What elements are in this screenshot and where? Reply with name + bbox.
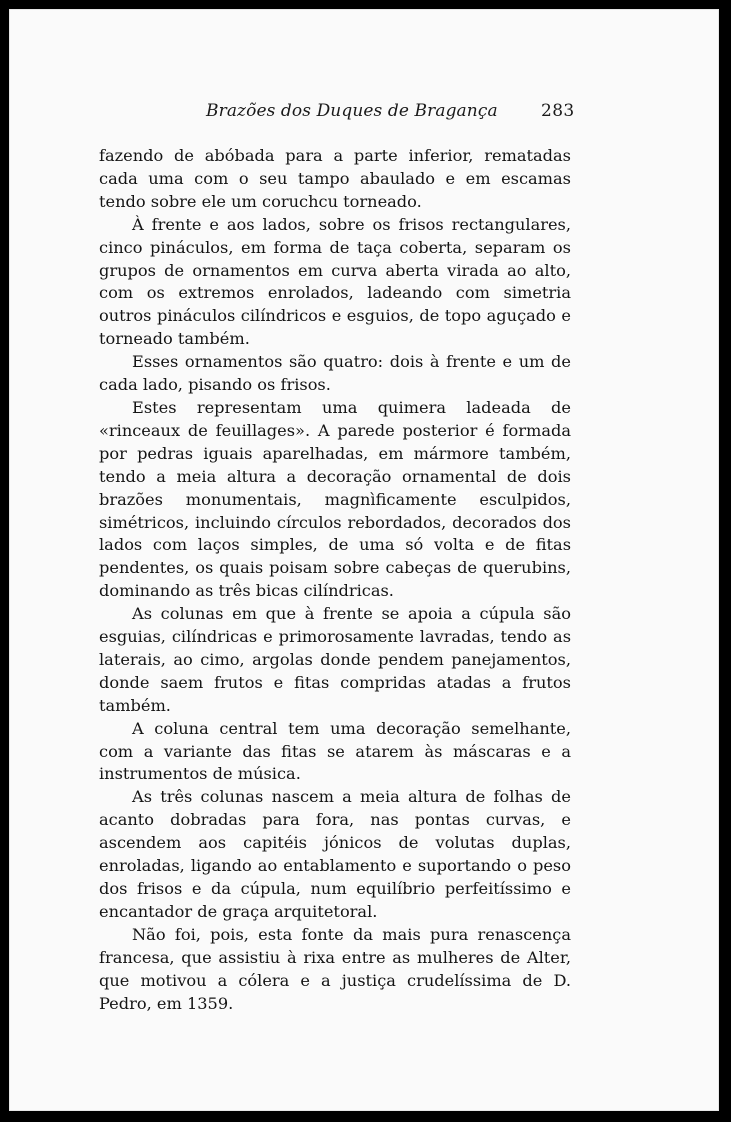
paragraph-acanthus: As três colunas nascem a meia altura de folhas de acanto dobradas para fora, nas pontas curvas, e ascendem aos capitéis jónicos de volutas duplas, enroladas, ligando ao entablamento e suportando o peso dos frisos e da cúpula, num equilíbrio perfeitíssimo e encantador de graça arquitetoral. xyxy=(99,787,571,921)
paragraph-conclusion: Não foi, pois, esta fonte da mais pura renascença francesa, que assistiu à rixa entre as mulheres de Alter, que motivou a cólera e a justiça crudelíssima de D. Pedro, em 1359. xyxy=(99,924,571,1013)
paragraph-pinnacles: À frente e aos lados, sobre os frisos rectangulares, cinco pináculos, em forma de taça coberta, separam os grupos de ornamentos em curva aberta virada ao alto, com os extremos enrolados, ladeando com simetria outros pináculos cilíndricos e esguios, de topo aguçado e torneado também. xyxy=(99,214,571,349)
paragraph-continuation: fazendo de abóbada para a parte inferior, rematadas cada uma com o seu tampo abaulado e em escamas tendo sobre ele um coruchcu torneado. xyxy=(99,146,571,211)
running-title: Brazões dos Duques de Bragança xyxy=(206,101,498,121)
paragraph-columns: As colunas em que à frente se apoia a cúpula são esguias, cilíndricas e primorosamente lavradas, tendo as laterais, ao cimo, argolas donde pendem panejamentos, donde saem frutos e fitas compridas atadas a frutos também. xyxy=(99,604,571,715)
paragraph-central-column: A coluna central tem uma decoração semelhante, com a variante das fitas se atarem às máscaras e a instrumentos de música. xyxy=(99,718,571,784)
page-header xyxy=(9,101,719,125)
body-text xyxy=(99,145,571,1015)
page-number: 283 xyxy=(541,101,575,121)
book-page xyxy=(9,9,719,1111)
paragraph-ornaments: Esses ornamentos são quatro: dois à frente e um de cada lado, pisando os frisos. xyxy=(99,352,571,395)
paragraph-chimera-wall: Estes representam uma quimera ladeada de «rinceaux de feuillages». A parede posterior é formada por pedras iguais aparelhadas, em mármore também, tendo a meia altura a decoração ornamental de dois brazões monumentais, magnìficamente esculpidos, simétricos, incluindo círculos rebordados, decorados dos lados com laços simples, de uma só volta e de fitas pendentes, os quais poisam sobre cabeças de querubins, dominando as três bicas cilíndricas. xyxy=(99,397,571,601)
